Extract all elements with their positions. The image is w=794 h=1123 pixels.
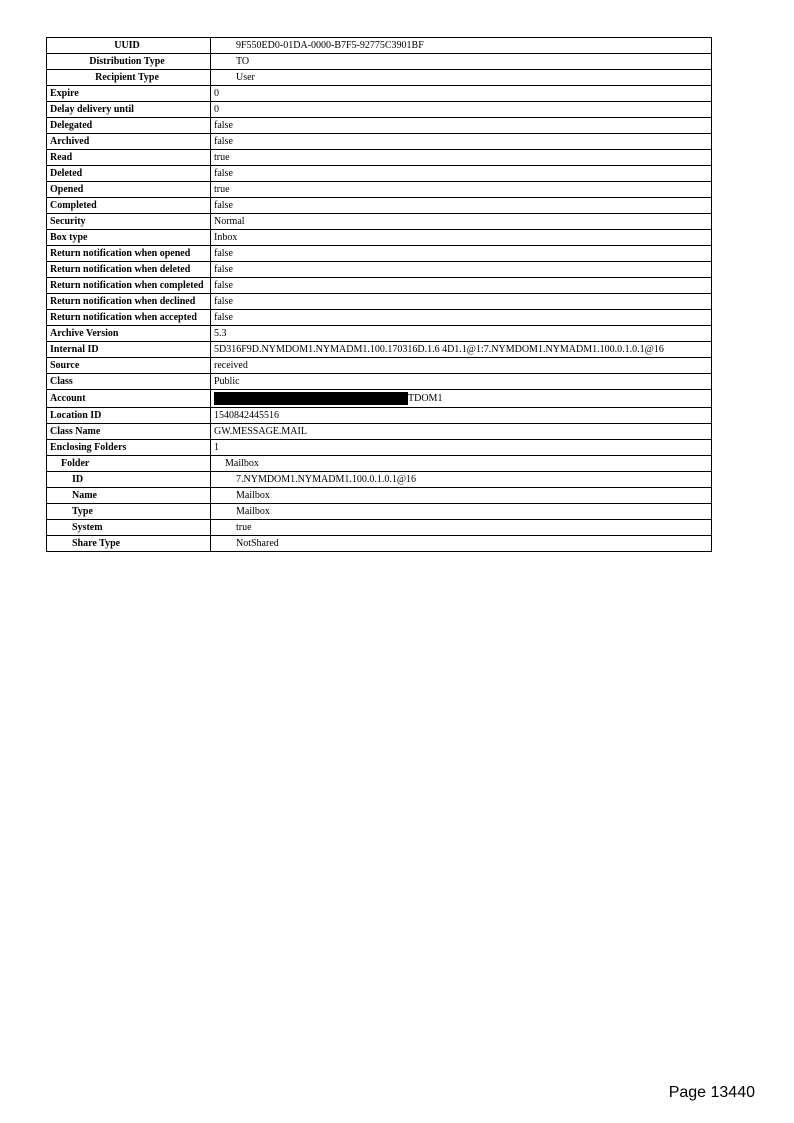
table-row xyxy=(47,424,712,440)
row-value: 1 xyxy=(211,440,712,456)
row-value: false xyxy=(211,294,712,310)
row-key: Delay delivery until xyxy=(47,102,211,118)
row-key: Recipient Type xyxy=(47,70,211,86)
row-value: 5D316F9D.NYMDOM1.NYMADM1.100.170316D.1.6 4D1.1@1:7.NYMDOM1.NYMADM1.100.0.1.0.1@16 xyxy=(211,342,712,358)
row-key: Opened xyxy=(47,182,211,198)
row-key: Name xyxy=(47,488,211,504)
table-row xyxy=(47,246,712,262)
row-value: 0 xyxy=(211,86,712,102)
row-key: Share Type xyxy=(47,536,211,552)
table-row xyxy=(47,54,712,70)
account-value: TDOM1 xyxy=(408,392,443,404)
row-key: Deleted xyxy=(47,166,211,182)
row-value: false xyxy=(211,278,712,294)
table-row xyxy=(47,70,712,86)
table-row xyxy=(47,198,712,214)
row-key: Read xyxy=(47,150,211,166)
row-key: Return notification when deleted xyxy=(47,262,211,278)
page-number: Page 13440 xyxy=(668,1084,755,1101)
row-key: Archived xyxy=(47,134,211,150)
table-row xyxy=(47,342,712,358)
row-value: GW.MESSAGE.MAIL xyxy=(211,424,712,440)
row-key: Return notification when opened xyxy=(47,246,211,262)
row-key: Source xyxy=(47,358,211,374)
table-row xyxy=(47,358,712,374)
row-key: Box type xyxy=(47,230,211,246)
table-row xyxy=(47,440,712,456)
row-key: Return notification when accepted xyxy=(47,310,211,326)
row-value: 9F550ED0-01DA-0000-B7F5-92775C3901BF xyxy=(211,38,712,54)
table-row xyxy=(47,262,712,278)
row-value: false xyxy=(211,134,712,150)
row-value: Mailbox xyxy=(211,456,712,472)
row-value: false xyxy=(211,198,712,214)
table-row xyxy=(47,166,712,182)
table-row xyxy=(47,472,712,488)
row-value: 0 xyxy=(211,102,712,118)
table-row xyxy=(47,134,712,150)
redaction-block xyxy=(214,392,408,405)
table-row xyxy=(47,278,712,294)
row-value: Normal xyxy=(211,214,712,230)
row-value: true xyxy=(211,520,712,536)
row-value: false xyxy=(211,262,712,278)
table-row xyxy=(47,408,712,424)
table-row xyxy=(47,390,712,408)
table-row xyxy=(47,520,712,536)
row-key: ID xyxy=(47,472,211,488)
row-key: Completed xyxy=(47,198,211,214)
row-value: Mailbox xyxy=(211,504,712,520)
row-key: Distribution Type xyxy=(47,54,211,70)
table-row xyxy=(47,102,712,118)
table-row xyxy=(47,118,712,134)
table-row xyxy=(47,182,712,198)
row-value: true xyxy=(211,150,712,166)
row-value: 5.3 xyxy=(211,326,712,342)
row-key: Enclosing Folders xyxy=(47,440,211,456)
row-key: UUID xyxy=(47,38,211,54)
row-key: Return notification when completed xyxy=(47,278,211,294)
row-value: User xyxy=(211,70,712,86)
table-row xyxy=(47,504,712,520)
row-value: NotShared xyxy=(211,536,712,552)
table-row xyxy=(47,86,712,102)
row-value: 1540842445516 xyxy=(211,408,712,424)
table-row xyxy=(47,488,712,504)
row-key: System xyxy=(47,520,211,536)
properties-table xyxy=(46,37,712,552)
row-value: false xyxy=(211,166,712,182)
table-row xyxy=(47,310,712,326)
row-key: Type xyxy=(47,504,211,520)
row-key: Delegated xyxy=(47,118,211,134)
table-row xyxy=(47,536,712,552)
row-key: Expire xyxy=(47,86,211,102)
row-value: Public xyxy=(211,374,712,390)
row-value: false xyxy=(211,246,712,262)
table-row xyxy=(47,230,712,246)
row-value: received xyxy=(211,358,712,374)
row-key: Return notification when declined xyxy=(47,294,211,310)
row-key: Account xyxy=(47,390,211,408)
row-key: Class xyxy=(47,374,211,390)
row-key: Internal ID xyxy=(47,342,211,358)
table-row xyxy=(47,150,712,166)
table-row xyxy=(47,214,712,230)
table-row xyxy=(47,326,712,342)
row-key: Security xyxy=(47,214,211,230)
row-value: false xyxy=(211,118,712,134)
table-row xyxy=(47,456,712,472)
row-value: 7.NYMDOM1.NYMADM1.100.0.1.0.1@16 xyxy=(211,472,712,488)
table-row xyxy=(47,294,712,310)
row-value: TO xyxy=(211,54,712,70)
row-value: Mailbox xyxy=(211,488,712,504)
row-key: Class Name xyxy=(47,424,211,440)
row-value: false xyxy=(211,310,712,326)
row-value: Inbox xyxy=(211,230,712,246)
table-row xyxy=(47,38,712,54)
row-key: Location ID xyxy=(47,408,211,424)
row-value xyxy=(211,390,712,408)
table-row xyxy=(47,374,712,390)
row-key: Folder xyxy=(47,456,211,472)
row-value: true xyxy=(211,182,712,198)
row-key: Archive Version xyxy=(47,326,211,342)
